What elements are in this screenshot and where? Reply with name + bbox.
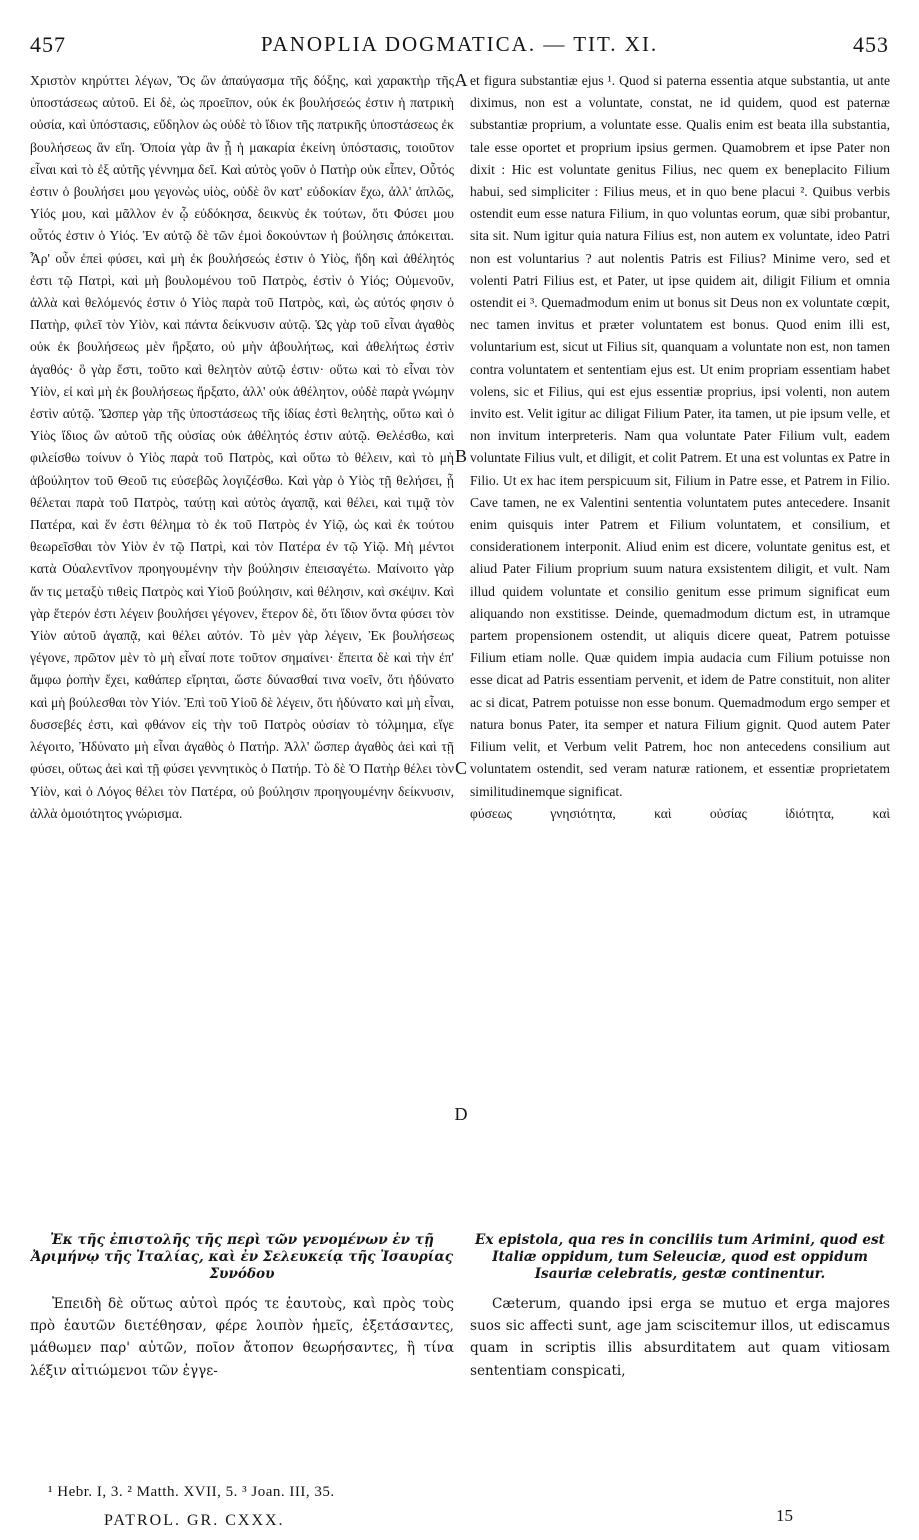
greek-epistola-section [30,1232,454,1382]
greek-closing-text: Ἐπειδὴ δὲ οὕτως αὐτοὶ πρός τε ἑαυτοὺς, καὶ πρὸς τοὺς πρὸ ἑαυτῶν διετέθησαν, φέρε λοιπὸν ἡμεῖς, ἐξετάσαντες, μάθωμεν παρ' αὐτῶν, ποῖον ἄτοπον θεωρήσαντες, ἢ τίνα λέξιν αἰτιώμενοι τῶν ἐγγε- [30,1296,454,1379]
margin-marker-b: B [454,446,467,466]
margin-marker-a: A [454,70,468,90]
latin-epistola-section [470,1232,890,1382]
sheet-number: 15 [776,1506,793,1525]
running-title: PANOPLIA DOGMATICA. — TIT. XI. [260,32,659,56]
margin-marker-d: D [454,1104,468,1124]
printer-signature: PATROL. GR. CXXX. [104,1512,285,1529]
page-number-right: 453 [853,32,889,57]
footnotes: ¹ Hebr. I, 3. ² Matth. XVII, 5. ³ Joan. III, 35. [48,1484,335,1500]
margin-marker-c: C [454,758,467,778]
page-header [30,32,889,62]
greek-section-heading: Ἐκ τῆς ἐπιστολῆς τῆς περὶ τῶν γενομένων ἐν τῇ Ἀριμήνῳ τῆς Ἰταλίας, καὶ ἐν Σελευκείᾳ τῆς Ἰσαυρίας Συνόδου [30,1232,454,1282]
latin-column [470,70,890,825]
latin-greek-line: φύσεως γνησιότητα, καὶ οὐσίας ἰδιότητα, καὶ [470,805,890,821]
page-number-left: 457 [30,32,66,57]
latin-closing-text: Cæterum, quando ipsi erga se mutuo et erga majores suos sic affecti sunt, age jam sciscitemur illos, ut ediscamus quam in scriptis illis absurditatem aut quam vitiosam sententiam conspicati, [470,1296,890,1379]
greek-column [30,70,454,825]
latin-main-text: et figura substantiæ ejus ¹. Quod si paterna essentia atque substantia, ut ante diximus, non est a voluntate, constat, ne id quidem, quod est paternæ substantiæ proprium, a voluntate esse. Qualis enim est beata illa substantia, tale esse oportet et proprium ipsius germen. Quamobrem et ipse Pater non dixit : Hic est voluntate genitus Filius, nec quem ex beneplacito Filium habui, sed simpliciter : Filius meus, et in quo bene placui ². Quibus verbis ostendit eum esse natura Filium, in quo voluntas eorum, quæ sibi probantur, sita sit. Num igitur quia natura Filius est, non autem ex voluntate, ideo Patri non est voluntarius ? aut nolentis Patris est Filius? Minime vero, sed et volenti Patri Filius est, et Pater, ut ipse quidem ait, diligit Filium et omnia ostendit ei ³. Quemadmodum enim ut bonus sit Deus non ex voluntate cœpit, nec tamen invitus et præter voluntatem est bonus. Quod enim illi est, voluntarium est, sicut ut Filius sit, quanquam a voluntate non est, non tamen contra voluntatem et sententiam ejus est. Ut enim propriam essentiam habet volens, sic et Filius, qui est ejus essentiæ proprius, ipsi volenti, non autem invito est. Velit igitur ac diligat Filium Pater, ita tamen, ut pie ipsum velle, et non invitum interpreteris. Nam qua voluntate Pater Filium vult, eadem voluntate Filius vult, et diligit, et colit Patrem. Et una est voluntas ex Patre in Filio. Ut ex hac item perspicuum sit, Filium in Patre esse, et Patrem in Filio. Cave tamen, ne ex Valentini sententia voluntatem putes antecedere. Insanit enim quisquis inter Patrem et Filium voluntatem, et consilium, et considerationem interponit. Aliud enim est dicere, voluntate genitus est, et aliud Pater Filium proprium suum natura exsistentem diligit, et vult. Nam illud quidem voluntate et consilio genitum esse primum significat eum aliquando non exstitisse. Deinde, quemadmodum dictum est, in utramque partem propensionem ostendit, ut aliquis dicere queat, Patrem potuisse Filium etiam nolle. Quæ quidem impia audacia cum Filium potuisse non esse dicat ad Patris essentiam pervenit, et idem de Patre constituit, non aliter ac si dicat, Patrem potuisse non esse bonum. Quemadmodum ergo semper et natura bonus Pater, ita semper et natura Filium gignit. Quod autem Pater Filium velit, et Verbum velit Patrem, hoc non antecedens consilium aut voluntatem ostendit, sed veram naturæ rationem, et essentiæ proprietatem similitudinemque significat. [470,73,890,799]
latin-section-heading: Ex epistola, qua res in conciliis tum Arimini, quod est Italiæ oppidum, tum Seleuciæ, quod est oppidum Isauriæ celebratis, gestæ continentur. [475,1232,885,1282]
greek-main-text: Χριστὸν κηρύττει λέγων, Ὅς ὢν ἀπαύγασμα τῆς δόξης, καὶ χαρακτὴρ τῆς ὑποστάσεως αὐτοῦ. Εἰ δὲ, ὡς προεῖπον, οὐκ ἐκ βουλήσεώς ἐστιν ἡ πατρικὴ οὐσία, καὶ ὑπόστασις, εὔδηλον ὡς οὐδὲ τὸ ἴδιον τῆς πατρικῆς ὑποστάσεως ἐκ βουλήσεως ἂν εἴη. Ὁποία γὰρ ἂν ᾖ ἡ μακαρία ἐκείνη ὑπόστασις, τοιοῦτον εἶναι καὶ τὸ ἐξ αὐτῆς γέννημα δεῖ. Καὶ αὐτὸς γοῦν ὁ Πατὴρ οὐκ εἶπεν, Οὗτός ἐστιν ὁ βουλήσει μου γεγονὼς υἱὸς, οὐδὲ ὃν κατ' εὐδοκίαν ἔχω, ἀλλ' ἁπλῶς, Υἱός μου, καὶ μᾶλλον ἐν ᾧ εὐδόκησα, δεικνὺς ἐκ τούτων, ὅτι Φύσει μου οὗτός ἐστιν ὁ Υἱός. Ἐν αὐτῷ δὲ τῶν ἐμοὶ δοκούντων ἡ βούλησις ἀπόκειται. Ἆρ' οὖν ἐπεὶ φύσει, καὶ μὴ ἐκ βουλήσεώς ἐστιν ὁ Υἱὸς, ἤδη καὶ ἀθέλητός ἐστι τῷ Πατρὶ, καὶ μὴ βουλομένου τοῦ Πατρὸς, ἐστὶν ὁ Υἱός; Οὐμενοῦν, ἀλλὰ καὶ θελόμενός ἐστιν ὁ Υἱὸς παρὰ τοῦ Πατρὸς, καὶ, ὡς αὐτός φησιν ὁ Πατὴρ, φιλεῖ τὸν Υἱὸν, καὶ πάντα δείκνυσιν αὐτῷ. Ὡς γὰρ τοῦ εἶναι ἀγαθὸς οὐκ ἐκ βουλήσεως μὲν ἤρξατο, οὐ μὴν ἀβουλήτως, καὶ ἀθελήτως ἐστὶν ἀγαθός· ὃ γὰρ ἔστι, τοῦτο καὶ θελητὸν αὐτῷ ἐστιν· οὕτω καὶ τὸ εἶναι τὸν Υἱὸν, εἰ καὶ μὴ ἐκ βουλήσεως ἤρξατο, ἀλλ' οὐκ ἀθέλητον, οὐδὲ παρὰ γνώμην ἐστὶν αὐτῷ. Ὥσπερ γὰρ τῆς ὑποστάσεως τῆς ἰδίας ἐστὶ θελητὴς, οὕτω καὶ ὁ Υἱὸς ἴδιος ὢν αὐτοῦ τῆς οὐσίας οὐκ ἀθέλητός ἐστιν αὐτῷ. Θελέσθω, καὶ φιλείσθω τοίνυν ὁ Υἱὸς παρὰ τοῦ Πατρὸς, καὶ οὕτω τὸ θέλειν, καὶ τὸ μὴ ἀβούλητον τοῦ Θεοῦ τις εὐσεβῶς λογιζέσθω. Καὶ γὰρ ὁ Υἱὸς τῇ θελήσει, ᾗ θέλεται παρὰ τοῦ Πατρὸς, ταύτῃ καὶ αὐτὸς ἀγαπᾷ, καὶ θέλει, καὶ τιμᾷ τὸν Πατέρα, καὶ ἕν ἐστι θέλημα τὸ ἐκ τοῦ Πατρὸς ἐν Υἱῷ, ὡς καὶ ἐκ τούτου θεωρεῖσθαι τὸν Υἱὸν ἐν τῷ Πατρὶ, καὶ τὸν Πατέρα ἐν τῷ Υἱῷ. Μὴ μέντοι κατὰ Οὐαλεντῖνον προηγουμένην τὴν βούλησιν ἐπεισαγέτω. Μαίνοιτο γὰρ ἄν τις μεταξὺ τιθεὶς Πατρὸς καὶ Υἱοῦ βούλησιν, καὶ θέλησιν, καὶ σκέψιν. Καὶ γὰρ ἕτερόν ἐστι λέγειν βουλήσει γέγονεν, ἕτερον δὲ, ὅτι ἴδιον ὄντα φύσει τὸν Υἱὸν αὐτοῦ ἀγαπᾷ, καὶ θέλει αὐτόν. Τὸ μὲν γὰρ λέγειν, Ἐκ βουλήσεως γέγονε, πρῶτον μὲν τὸ μὴ εἶναί ποτε τοῦτον σημαίνει· ἔπειτα δὲ καὶ τὴν ἐπ' ἄμφω ῥοπὴν ἔχει, καθάπερ εἴρηται, ὥστε δύνασθαί τινα νοεῖν, ὅτι ἠδύνατο καὶ μὴ βούλεσθαι τὸν Υἱόν. Ἐπὶ τοῦ Υἱοῦ δὲ λέγειν, ὅτι ἠδύνατο καὶ μὴ εἶναι, δυσσεβές ἐστι, καὶ φθάνον εἰς τὴν τοῦ Πατρὸς οὐσίαν τὸ τόλμημα, εἴγε λέγοιτο, Ἠδύνατο μὴ εἶναι ἀγαθὸς ὁ Πατήρ. Ἀλλ' ὥσπερ ἀγαθὸς ἀεὶ καὶ τῇ φύσει, οὕτως ἀεὶ καὶ τῇ φύσει γεννητικὸς ὁ Πατήρ. Τὸ δὲ Ὁ Πατὴρ θέλει τὸν Υἱὸν, καὶ ὁ Λόγος θέλει τὸν Πατέρα, οὐ βούλησιν προηγουμένην δείκνυσιν, ἀλλὰ ὁμοιότητος γνώρισμα. [30,73,454,821]
